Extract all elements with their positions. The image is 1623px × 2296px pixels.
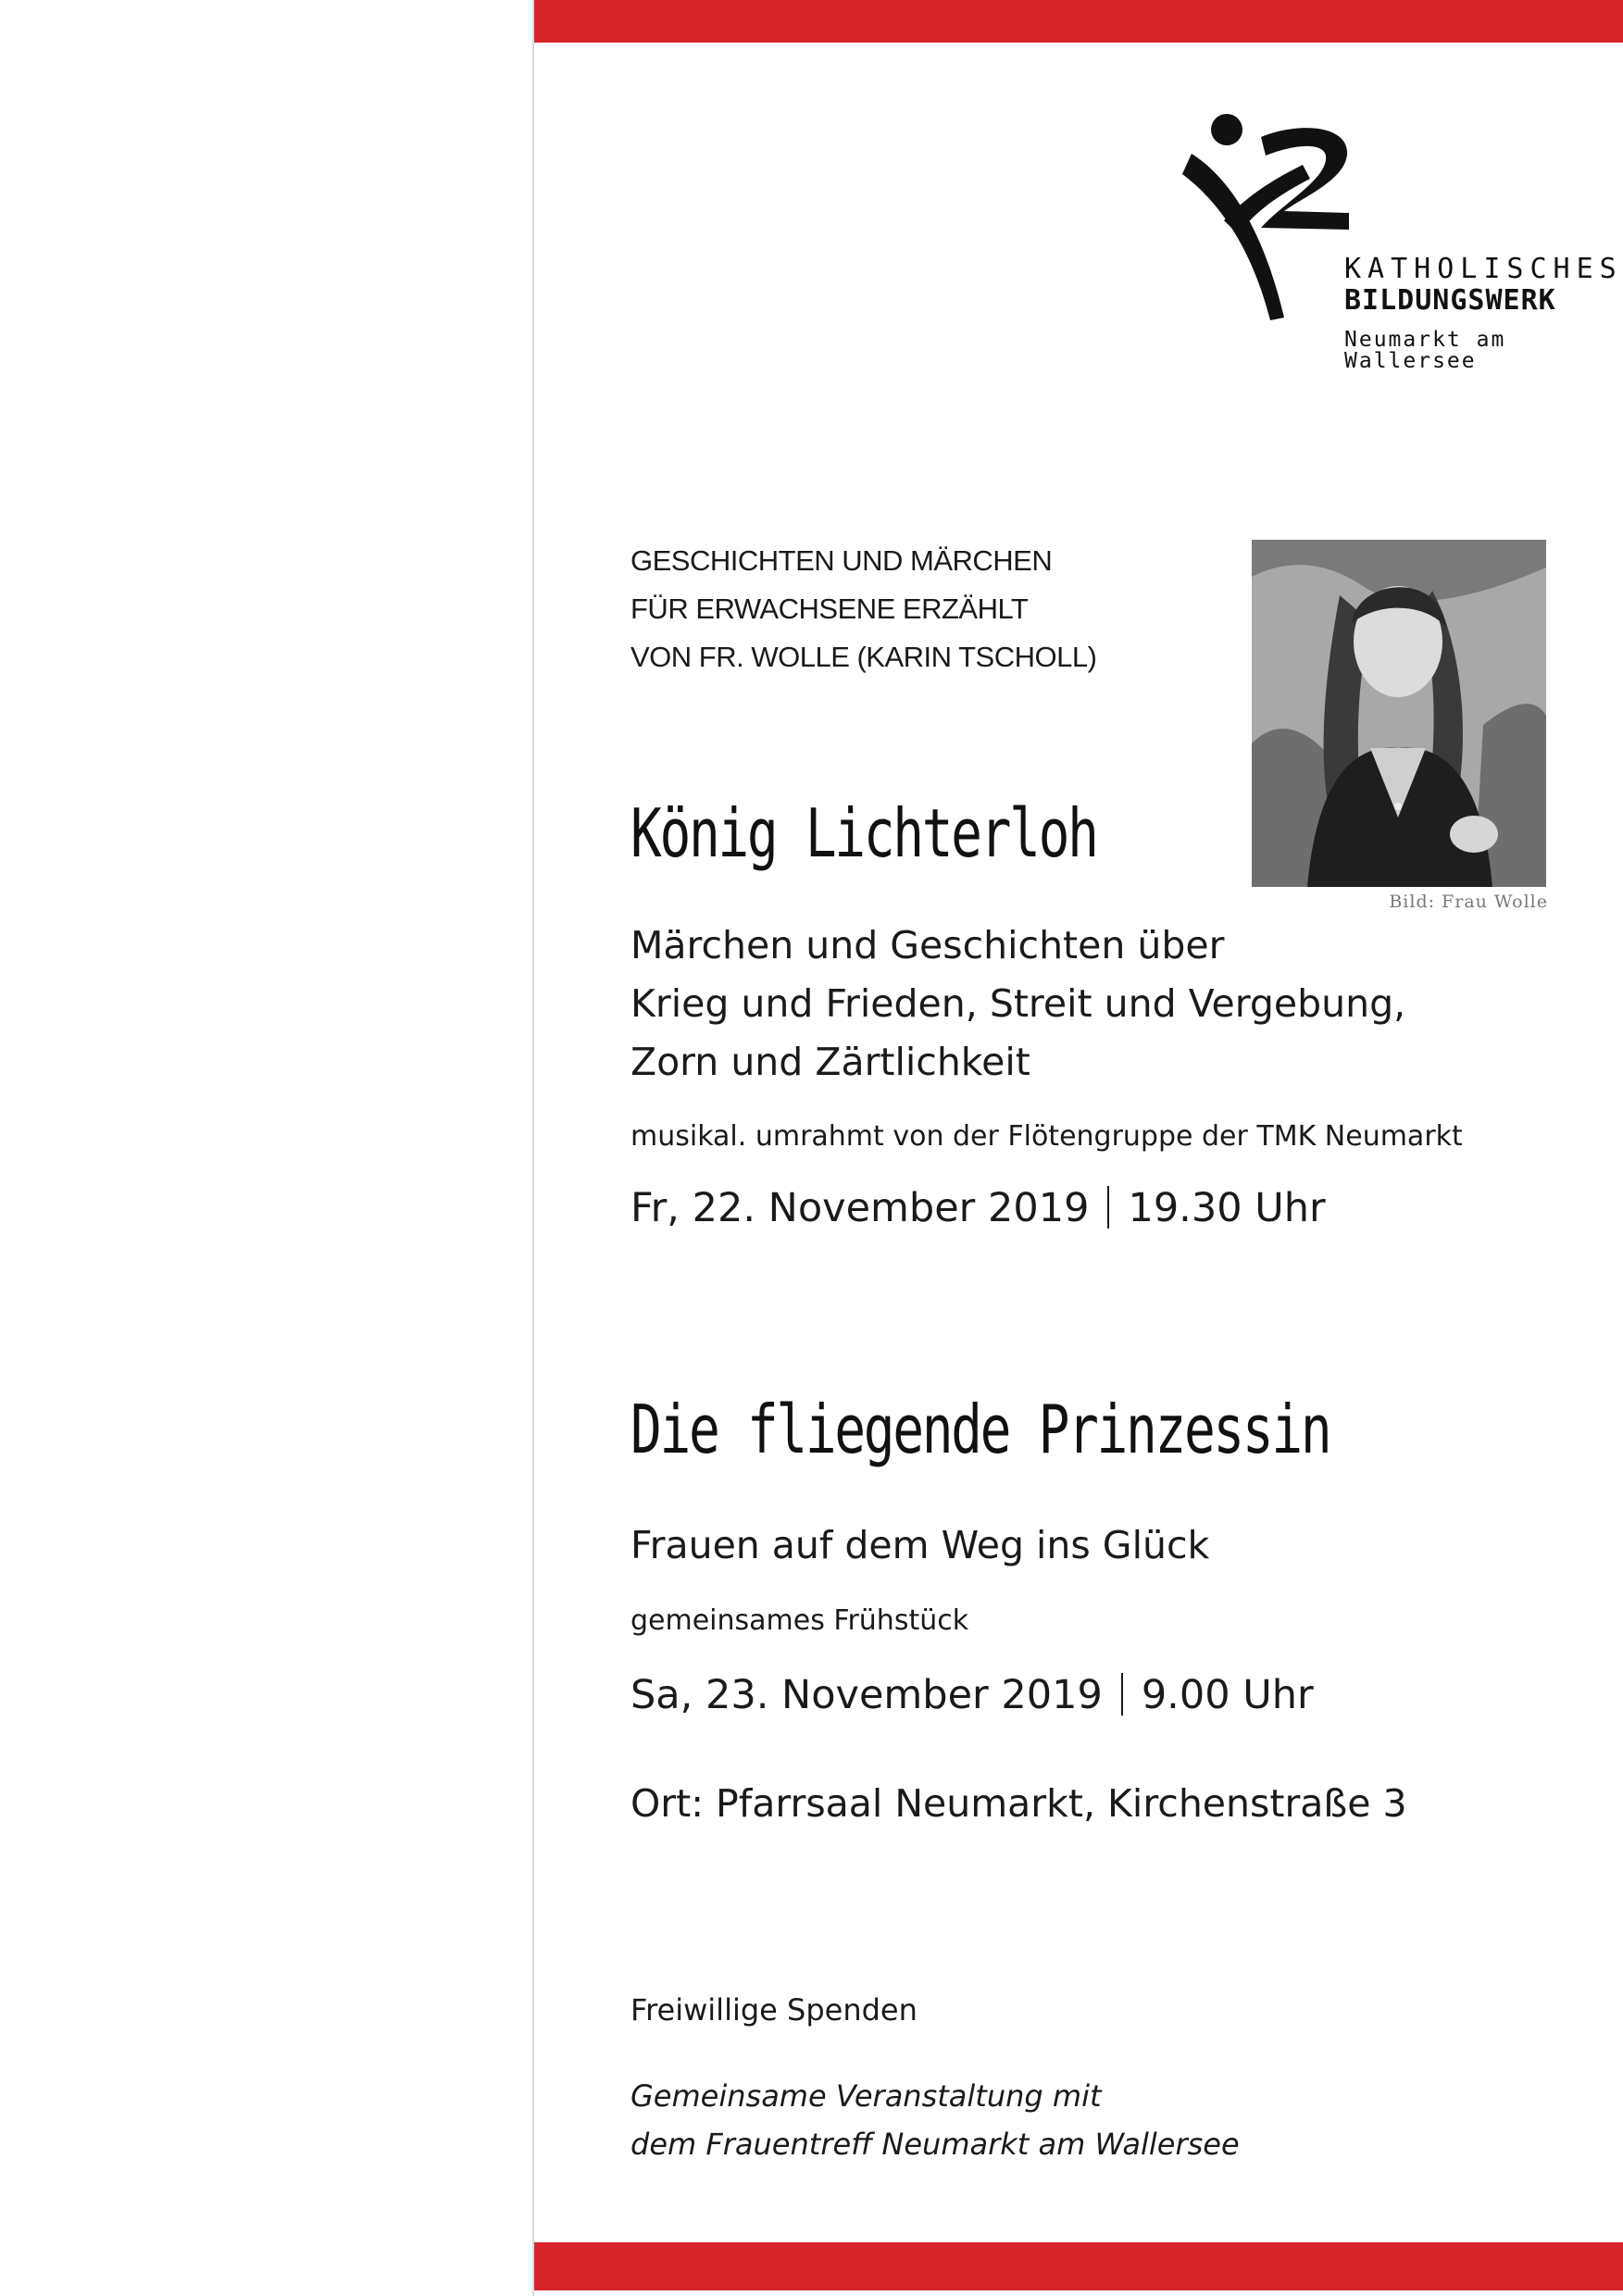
date-separator <box>1107 1186 1109 1229</box>
event2-title: Die fliegende Prinzessin <box>630 1391 1330 1468</box>
event1-title: König Lichterloh <box>630 794 1097 872</box>
logo-mark-icon <box>1173 109 1358 322</box>
event2-time: 9.00 Uhr <box>1141 1672 1314 1718</box>
bottom-red-band <box>534 2242 1623 2290</box>
joint-line: dem Frauentreff Neumarkt am Wallersee <box>630 2127 1240 2162</box>
donations-note: Freiwillige Spenden <box>630 1992 918 2028</box>
event2-date: Sa, 23. November 2019 <box>630 1672 1103 1718</box>
event1-note: musikal. umrahmt von der Flötengruppe der TMK Neumarkt <box>630 1120 1463 1153</box>
blank-left-panel <box>0 0 532 2296</box>
event2-datetime <box>630 1672 1314 1718</box>
event1-time: 19.30 Uhr <box>1128 1185 1326 1231</box>
flyer-page <box>534 0 1623 2296</box>
joint-line: Gemeinsame Veranstaltung mit <box>630 2078 1102 2114</box>
event-location: Ort: Pfarrsaal Neumarkt, Kirchenstraße 3 <box>630 1781 1407 1826</box>
event2-note: gemeinsames Frühstück <box>630 1604 969 1637</box>
date-separator <box>1121 1673 1123 1716</box>
org-name-line1: KATHOLISCHES <box>1344 253 1623 285</box>
intro-text <box>630 537 1149 681</box>
portrait-image <box>1252 540 1546 887</box>
top-red-band <box>534 0 1623 43</box>
intro-line: FÜR ERWACHSENE ERZÄHLT <box>630 593 1029 625</box>
event1-subtitle-line: Märchen und Geschichten über <box>630 923 1225 967</box>
photo-caption: Bild: Frau Wolle <box>1389 892 1548 912</box>
event1-datetime <box>630 1185 1326 1231</box>
storyteller-photo <box>1252 540 1546 887</box>
org-logo <box>1173 109 1623 387</box>
joint-event-note <box>630 2072 1240 2168</box>
event1-subtitle-line: Krieg und Frieden, Streit und Vergebung, <box>630 981 1406 1026</box>
event1-date: Fr, 22. November 2019 <box>630 1185 1090 1231</box>
event2-subtitle: Frauen auf dem Weg ins Glück <box>630 1523 1210 1567</box>
intro-line: VON FR. WOLLE (KARIN TSCHOLL) <box>630 641 1097 673</box>
intro-line: GESCHICHTEN UND MÄRCHEN <box>630 544 1053 577</box>
event1-subtitle-line: Zorn und Zärtlichkeit <box>630 1040 1030 1084</box>
org-location: Neumarkt am Wallersee <box>1344 328 1506 373</box>
org-name-line2: BILDUNGSWERK <box>1344 284 1556 317</box>
